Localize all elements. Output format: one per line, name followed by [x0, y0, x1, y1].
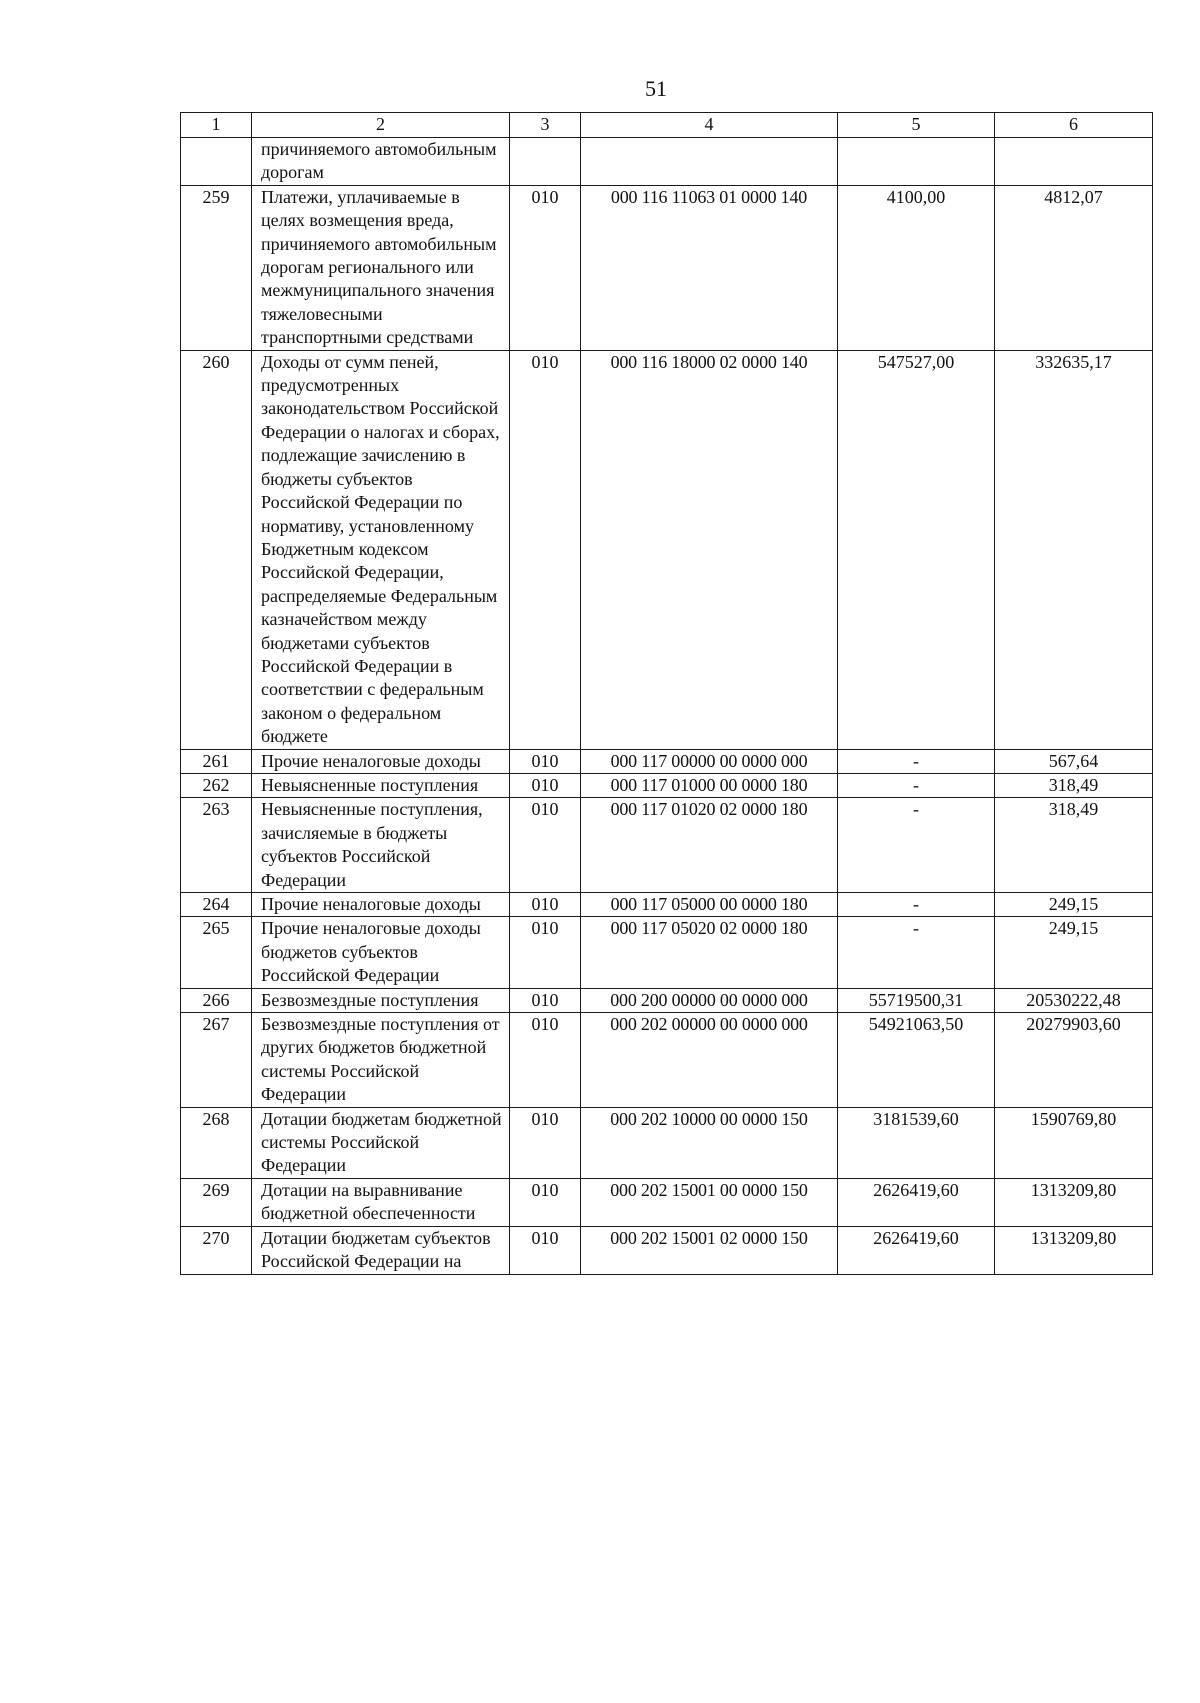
table-row	[181, 1226, 1153, 1274]
header-col-4: 4	[581, 113, 838, 138]
row-name: Безвозмездные поступления от других бюджетов бюджетной системы Российской Федерации	[252, 1013, 510, 1108]
row-number: 263	[181, 798, 252, 893]
row-col3: 010	[510, 1107, 581, 1178]
row-col5: 54921063,50	[838, 1013, 995, 1108]
table-row	[181, 798, 1153, 893]
row-col6: 567,64	[995, 749, 1153, 773]
row-number: 267	[181, 1013, 252, 1108]
row-name: Доходы от сумм пеней, предусмотренных законодательством Российской Федерации о налогах и сборах, подлежащие зачислению в бюджеты субъектов Российской Федерации по нормативу, установленному Бюджетным кодексом Российской Федерации, распределяемые Федеральным казначейством между бюджетами субъектов Российской Федерации в соответствии с федеральным законом о федеральном бюджете	[252, 350, 510, 749]
row-col5: 2626419,60	[838, 1226, 995, 1274]
table-row	[181, 773, 1153, 797]
header-col-2: 2	[252, 113, 510, 138]
row-code: 000 202 15001 02 0000 150	[581, 1226, 838, 1274]
row-col6: 318,49	[995, 773, 1153, 797]
row-col5: 55719500,31	[838, 988, 995, 1012]
row-name: Дотации бюджетам бюджетной системы Российской Федерации	[252, 1107, 510, 1178]
row-col5: -	[838, 917, 995, 988]
row-number: 264	[181, 893, 252, 917]
row-number	[181, 138, 252, 186]
row-code: 000 116 18000 02 0000 140	[581, 350, 838, 749]
row-col6: 318,49	[995, 798, 1153, 893]
row-number: 265	[181, 917, 252, 988]
row-col6: 1313209,80	[995, 1226, 1153, 1274]
row-col3: 010	[510, 773, 581, 797]
row-col3: 010	[510, 893, 581, 917]
row-col3	[510, 138, 581, 186]
row-code: 000 202 15001 00 0000 150	[581, 1178, 838, 1226]
row-col3: 010	[510, 988, 581, 1012]
row-name: Дотации на выравнивание бюджетной обеспеченности	[252, 1178, 510, 1226]
page-number: 51	[645, 76, 667, 101]
row-col5: 4100,00	[838, 185, 995, 350]
table-header-row	[181, 113, 1153, 138]
row-code: 000 202 10000 00 0000 150	[581, 1107, 838, 1178]
table-row	[181, 988, 1153, 1012]
table-row	[181, 1178, 1153, 1226]
row-code: 000 117 00000 00 0000 000	[581, 749, 838, 773]
row-code: 000 117 05020 02 0000 180	[581, 917, 838, 988]
table-row	[181, 1107, 1153, 1178]
row-col3: 010	[510, 749, 581, 773]
row-col3: 010	[510, 185, 581, 350]
row-number: 269	[181, 1178, 252, 1226]
row-number: 266	[181, 988, 252, 1012]
header-col-5: 5	[838, 113, 995, 138]
header-col-6: 6	[995, 113, 1153, 138]
row-code: 000 200 00000 00 0000 000	[581, 988, 838, 1012]
row-number: 261	[181, 749, 252, 773]
row-col5: -	[838, 893, 995, 917]
revenue-table	[180, 112, 1153, 1275]
row-col3: 010	[510, 917, 581, 988]
row-col6: 1313209,80	[995, 1178, 1153, 1226]
row-name: Невыясненные поступления, зачисляемые в бюджеты субъектов Российской Федерации	[252, 798, 510, 893]
row-col6: 4812,07	[995, 185, 1153, 350]
row-col6: 332635,17	[995, 350, 1153, 749]
table-row	[181, 917, 1153, 988]
row-col3: 010	[510, 350, 581, 749]
row-col6: 20530222,48	[995, 988, 1153, 1012]
header-col-1: 1	[181, 113, 252, 138]
row-col5: -	[838, 798, 995, 893]
row-col5: 2626419,60	[838, 1178, 995, 1226]
row-code: 000 202 00000 00 0000 000	[581, 1013, 838, 1108]
row-col3: 010	[510, 798, 581, 893]
row-code: 000 116 11063 01 0000 140	[581, 185, 838, 350]
table-row	[181, 749, 1153, 773]
row-col3: 010	[510, 1178, 581, 1226]
row-name: причиняемого автомобильным дорогам	[252, 138, 510, 186]
row-col5	[838, 138, 995, 186]
row-name: Прочие неналоговые доходы бюджетов субъектов Российской Федерации	[252, 917, 510, 988]
row-col3: 010	[510, 1013, 581, 1108]
row-col5: -	[838, 749, 995, 773]
row-name: Невыясненные поступления	[252, 773, 510, 797]
row-number: 270	[181, 1226, 252, 1274]
row-name: Прочие неналоговые доходы	[252, 749, 510, 773]
table-row	[181, 1013, 1153, 1108]
row-number: 259	[181, 185, 252, 350]
row-name: Безвозмездные поступления	[252, 988, 510, 1012]
table-row	[181, 350, 1153, 749]
row-col3: 010	[510, 1226, 581, 1274]
row-number: 268	[181, 1107, 252, 1178]
row-number: 260	[181, 350, 252, 749]
row-col6: 249,15	[995, 917, 1153, 988]
row-code: 000 117 05000 00 0000 180	[581, 893, 838, 917]
row-col6: 1590769,80	[995, 1107, 1153, 1178]
row-col6: 20279903,60	[995, 1013, 1153, 1108]
row-code: 000 117 01020 02 0000 180	[581, 798, 838, 893]
row-col6: 249,15	[995, 893, 1153, 917]
table-row	[181, 893, 1153, 917]
row-col5: 3181539,60	[838, 1107, 995, 1178]
row-code	[581, 138, 838, 186]
row-col6	[995, 138, 1153, 186]
table-row	[181, 138, 1153, 186]
row-number: 262	[181, 773, 252, 797]
table-row	[181, 185, 1153, 350]
row-name: Прочие неналоговые доходы	[252, 893, 510, 917]
row-name: Дотации бюджетам субъектов Российской Федерации на	[252, 1226, 510, 1274]
row-col5: -	[838, 773, 995, 797]
row-name: Платежи, уплачиваемые в целях возмещения вреда, причиняемого автомобильным дорогам регионального или межмуниципального значения тяжеловесными транспортными средствами	[252, 185, 510, 350]
header-col-3: 3	[510, 113, 581, 138]
row-code: 000 117 01000 00 0000 180	[581, 773, 838, 797]
row-col5: 547527,00	[838, 350, 995, 749]
